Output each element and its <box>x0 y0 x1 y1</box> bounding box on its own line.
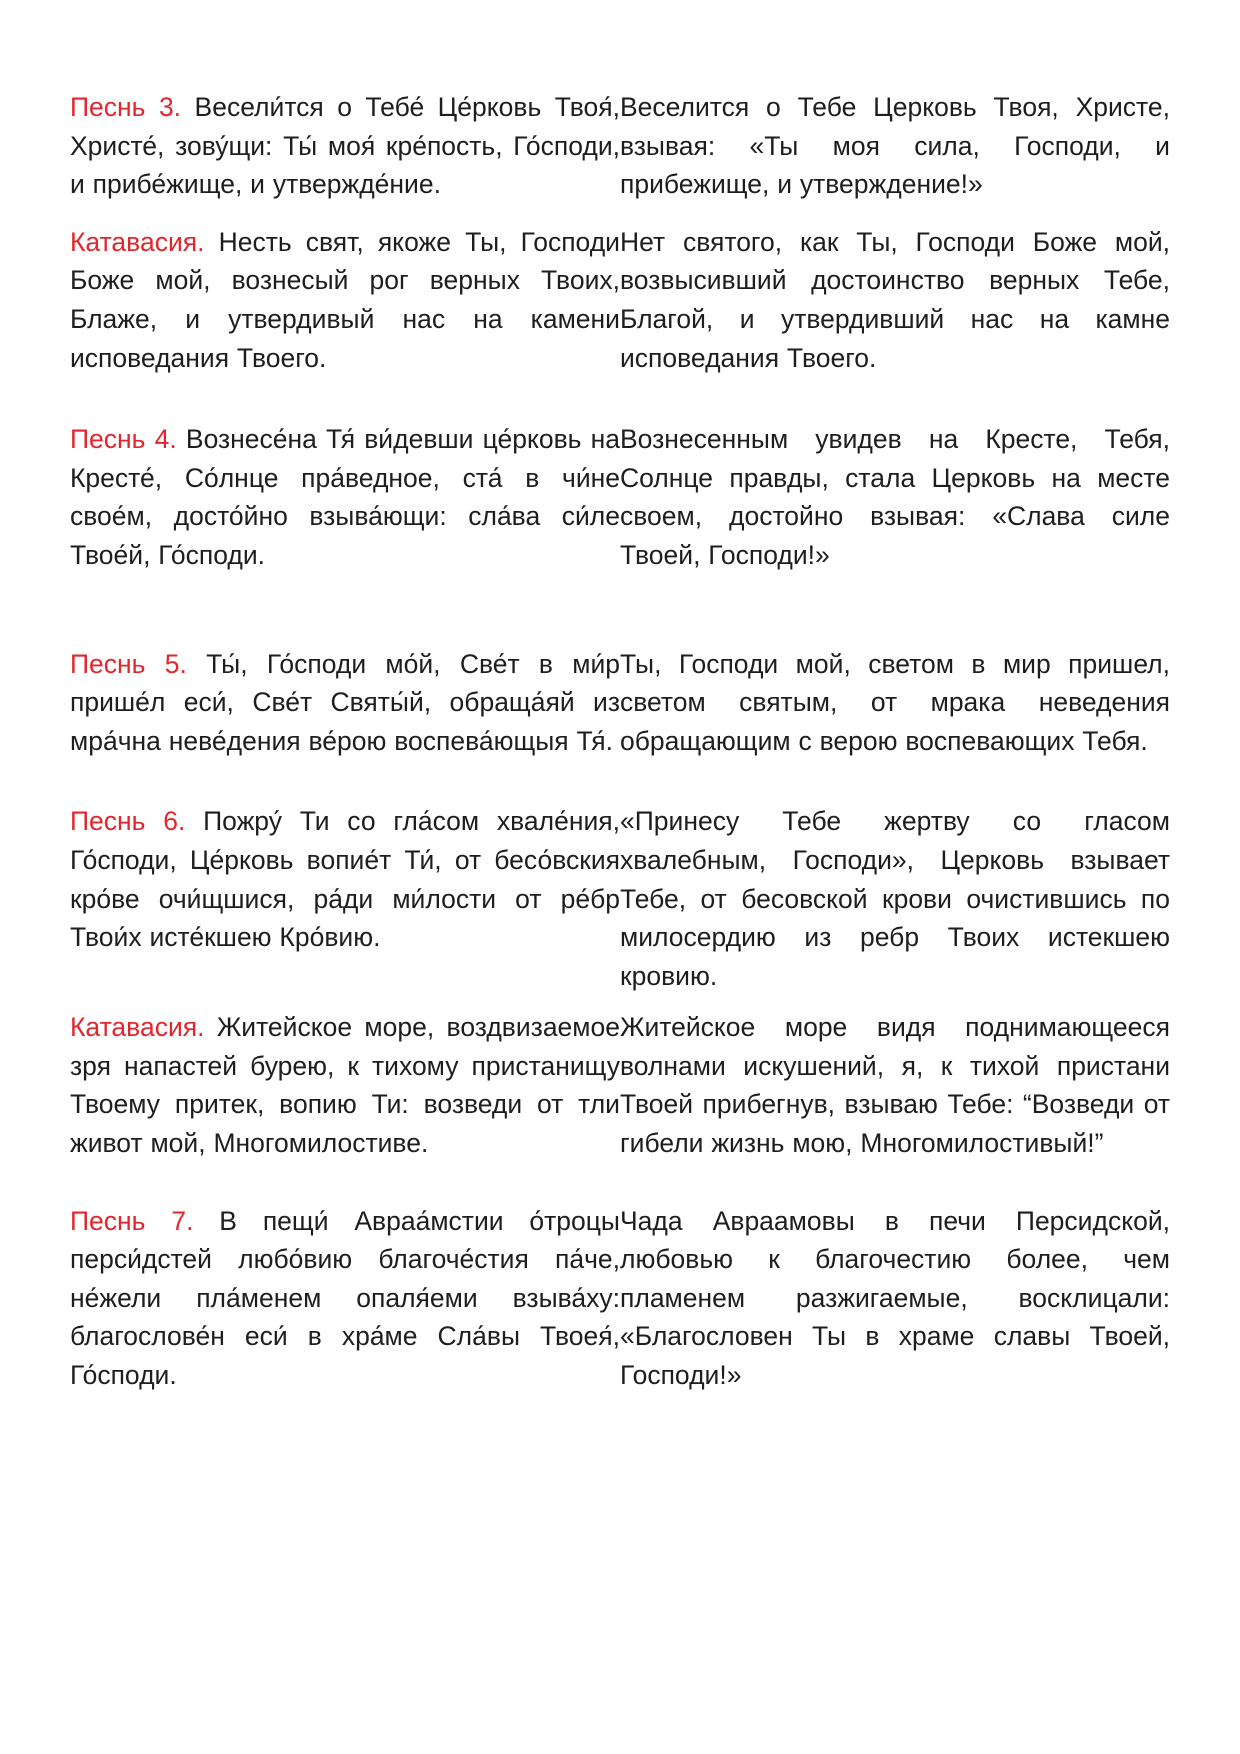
slavonic-body: Пожру́ Ти со гла́сом хвале́ния, Го́споди, Це́рковь вопие́т Ти́, от бесо́вския кро́ве очи́щшися, ра́ди ми́лости от ре́бр Твои́х исте́кшею Кро́вию. <box>70 806 620 953</box>
russian-text: Веселится о Тебе Церковь Твоя, Христе, взывая: «Ты моя сила, Господи, и прибежище, и утверждение!» <box>620 92 1170 200</box>
slavonic-text <box>70 88 620 204</box>
section-pesn-6 <box>70 802 1170 995</box>
section-katavasia-1 <box>70 223 1170 377</box>
slavonic-body: Несть свят, якоже Ты, Господи Боже мой, вознесый рог верных Твоих, Блаже, и утвердивый нас на камени исповедания Твоего. <box>70 226 620 373</box>
section-katavasia-2 <box>70 1008 1170 1162</box>
russian-text: Житейское море видя поднимающееся волнами искушений, я, к тихой пристани Твоей прибегнув, взываю Тебе: “Возведи от гибели жизнь мою, Многомилостивый!” <box>620 1012 1170 1159</box>
russian-text: «Принесу Тебе жертву со гласом хвалебным, Господи», Церковь взывает Тебе, от бесовской крови очистившись по милосердию из ребр Твоих истекшею кровию. <box>620 806 1170 991</box>
section-pesn-3 <box>70 88 1170 204</box>
section-label: Песнь 3. <box>70 92 182 122</box>
section-label: Катавасия. <box>70 226 205 257</box>
slavonic-text <box>70 223 620 377</box>
slavonic-text <box>70 1202 620 1395</box>
slavonic-text <box>70 645 620 761</box>
slavonic-body: В пещи́ Авраа́мстии о́троцы перси́дстей любо́вию благоче́стия па́че, не́жели пла́менем опаля́еми взыва́ху: благослове́н еси́ в хра́ме Сла́вы Твоея́, Го́споди. <box>70 1205 620 1391</box>
slavonic-body: Весели́тся о Тебе́ Це́рковь Твоя́, Христе́, зову́щи: Ты́ моя́ кре́пость, Го́споди, и прибе́жище, и утвержде́ние. <box>70 92 620 200</box>
document-page <box>70 88 1170 1395</box>
russian-text: Чада Авраамовы в печи Персидской, любовью к благочестию более, чем пламенем разжигаемые, восклицали: «Благословен Ты в храме славы Твоей, Господи!» <box>620 1205 1170 1391</box>
slavonic-text <box>70 1008 620 1162</box>
section-pesn-5 <box>70 645 1170 761</box>
section-pesn-7 <box>70 1202 1170 1395</box>
russian-text: Вознесенным увидев на Кресте, Тебя, Солнце правды, стала Церковь на месте своем, достойно взывая: «Слава силе Твоей, Господи!» <box>620 424 1170 570</box>
section-label: Катавасия. <box>70 1012 205 1043</box>
section-label: Песнь 5. <box>70 648 187 679</box>
slavonic-text <box>70 802 620 995</box>
slavonic-body: Житейское море, воздвизаемое зря напастей бурею, к тихому пристанищу Твоему притек, вопию Ти: возведи от тли живот мой, Многомилостиве. <box>70 1012 620 1159</box>
slavonic-body: Ты́, Го́споди мо́й, Све́т в ми́р прише́л еси́, Све́т Святы́й, обраща́яй из мра́чна неве́дения ве́рою воспева́ющыя Тя́. <box>70 648 620 756</box>
section-pesn-4 <box>70 420 1170 574</box>
section-label: Песнь 4. <box>70 424 177 455</box>
russian-text: Нет святого, как Ты, Господи Боже мой, возвысивший достоинство верных Тебе, Благой, и утвердивший нас на камне исповедания Твоего. <box>620 226 1170 373</box>
section-label: Песнь 6. <box>70 806 186 837</box>
section-label: Песнь 7. <box>70 1205 194 1236</box>
slavonic-body: Вознесе́на Тя́ ви́девши це́рковь на Кресте́, Со́лнце пра́ведное, ста́ в чи́не свое́м, досто́йно взыва́ющи: сла́ва си́ле Твое́й, Го́споди. <box>70 424 620 570</box>
russian-text: Ты, Господи мой, светом в мир пришел, светом святым, от мрака неведения обращающим с верою воспевающих Тебя. <box>620 648 1170 756</box>
slavonic-text <box>70 420 620 574</box>
